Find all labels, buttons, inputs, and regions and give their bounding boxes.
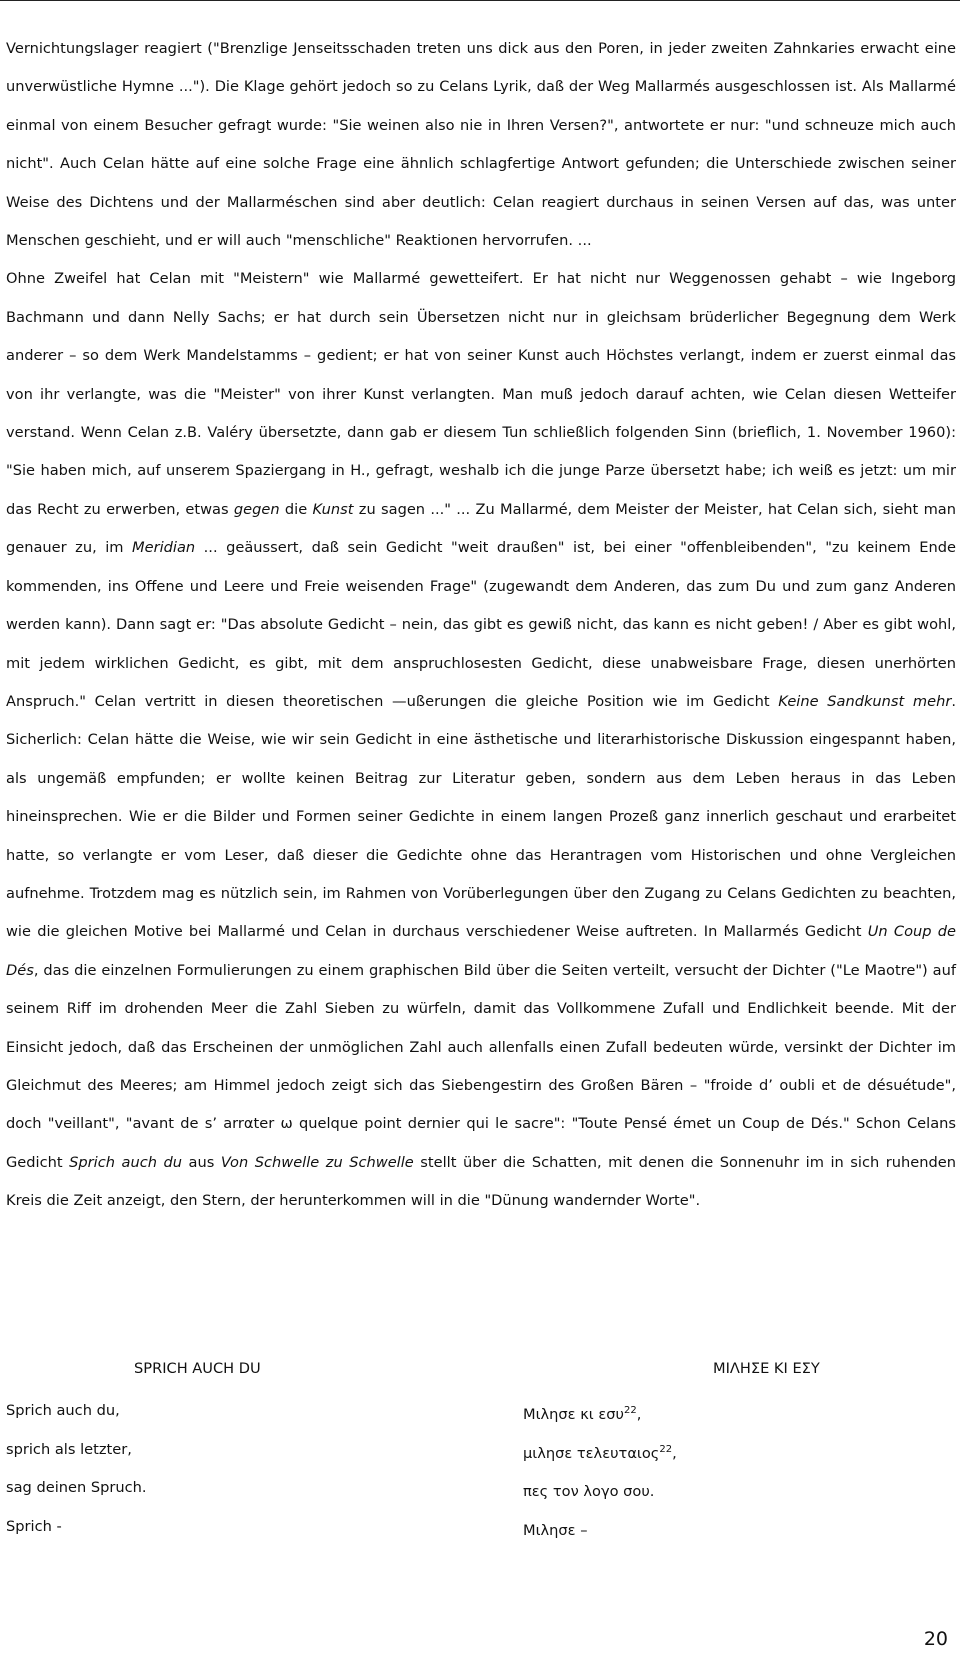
body-text-run: zu sagen ..." ... Zu Mallarmé, dem Meister der Meister, hat Celan sich, sieht man genauer zu, im bbox=[6, 500, 956, 557]
poem-line-greek bbox=[523, 1477, 677, 1516]
poem-line-greek-text: μιλησε τελευταιος bbox=[523, 1444, 660, 1462]
poem-line-greek bbox=[523, 1516, 677, 1555]
italic-text: Von Schwelle zu Schwelle bbox=[220, 1153, 414, 1171]
poem-line-greek-text: Μιλησε κι εσυ bbox=[523, 1406, 624, 1423]
italic-text: Keine Sandkunst mehr bbox=[778, 692, 952, 710]
poem-line-greek bbox=[523, 1400, 677, 1439]
body-text-run: aus bbox=[182, 1153, 221, 1171]
body-text bbox=[6, 30, 956, 1221]
body-text-run: . Sicherlich: Celan hätte die Weise, wie wir sein Gedicht in eine ästhetische und literarhistorische Diskussion eingespannt haben, als ungemäß empfunden; er wollte keinen Beitrag zur Literatur geben, sondern aus dem Leben heraus in das Leben hineinsprechen. Wie er die Bilder und Formen seiner Gedichte in einem langen Prozeß ganz innerlich geschaut und erarbeitet hatte, so verlangte er vom Leser, daß dieser die Gedichte ohne das Herantragen vom Historischen und ohne Vergleichen aufnehme. Trotzdem mag es nützlich sein, im Rahmen von Vorüberlegungen über den Zugang zu Celans Gedichten zu beachten, wie die gleichen Motive bei Mallarmé und Celan in durchaus verschiedener Weise auftreten. In Mallarmés Gedicht bbox=[6, 692, 956, 941]
italic-text: gegen bbox=[233, 500, 280, 518]
body-text-run: , das die einzelnen Formulierungen zu einem graphischen Bild über die Seiten verteilt, versucht der Dichter ("Le Maotre") auf seinem Riff im drohenden Meer die Zahl Sieben zu würfeln, damit das Vollkommene Zufall und Endlichkeit beende. Mit der Einsicht jedoch, daß das Erscheinen der unmöglichen Zahl auch allenfalls einen Zufall bedeuten würde, versinkt der Dichter im Gleichmut des Meeres; am Himmel jedoch zeigt sich das Siebengestirn des Großen Bären – "froide d’ oubli et de désuétude", doch "veillant", "avant de s’ arrαter ω quelque point dernier qui le sacre": "Toute Pensé émet un Coup de Dés." Schon Celans Gedicht bbox=[6, 961, 956, 1171]
poem-line-greek-text: πες τον λογο σου. bbox=[523, 1483, 655, 1500]
body-text-run: Ohne Zweifel hat Celan mit "Meistern" wie Mallarmé gewetteifert. Er hat nicht nur Weggenossen gehabt – wie Ingeborg Bachmann und dann Nelly Sachs; er hat durch sein Übersetzen nicht nur in gleichsam brüderlicher Begegnung dem Werk anderer – so dem Werk Mandelstamms – gedient; er hat von seiner Kunst auch Höchstes verlangt, indem er zuerst einmal das von ihr verlangte, was die "Meister" von ihrer Kunst verlangten. Man muß jedoch darauf achten, wie Celan diesen Wetteifer verstand. Wenn Celan z.B. Valéry übersetzte, dann gab er diesem Tun schließlich folgenden Sinn (brieflich, 1. November 1960): "Sie haben mich, auf unserem Spaziergang in H., gefragt, weshalb ich die junge Parze übersetzt habe; ich weiß es jetzt: um mir das Recht zu erwerben, etwas bbox=[6, 270, 956, 518]
footnote-ref: 22 bbox=[623, 1405, 637, 1416]
poem-line-german: Sprich auch du, bbox=[6, 1402, 120, 1419]
top-rule bbox=[0, 0, 960, 1]
body-text-run: stellt über die Schatten, mit denen die Sonnenuhr im in sich ruhenden Kreis die Zeit anzeigt, den Stern, der herunterkommen will in die "Dünung wandernder Worte". bbox=[6, 1153, 956, 1210]
poem-line-greek-punct: , bbox=[636, 1406, 642, 1423]
body-text-run: Vernichtungslager reagiert ("Brenzlige Jenseitsschaden treten uns dick aus den Poren, in jeder zweiten Zahnkaries erwacht eine unverwüstliche Hymne ..."). Die Klage gehört jedoch so zu Celans Lyrik, daß der Weg Mallarmés ausgeschlossen ist. Als Mallarmé einmal von einem Besucher gefragt wurde: "Sie weinen also nie in Ihren Versen?", antwortete er nur: "und schneuze mich auch nicht". Auch Celan hätte auf eine solche Frage eine ähnlich schlagfertige Antwort gefunden; die Unterschiede zwischen seiner Weise des Dichtens und der Mallarméschen sind aber deutlich: Celan reagiert durchaus in seinen Versen auf das, was unter Menschen geschieht, und er will auch "menschliche" Reaktionen hervorrufen. ... bbox=[6, 40, 956, 250]
paragraph-1 bbox=[6, 30, 956, 260]
page-number: 20 bbox=[923, 1628, 948, 1650]
poem-heading-german: SPRICH AUCH DU bbox=[134, 1360, 261, 1377]
body-text-run: ... geäussert, daß sein Gedicht "weit draußen" ist, bei einer "offenbleibenden", "zu keinem Ende kommenden, ins Offene und Leere und Freie weisenden Frage" (zugewandt dem Anderen, das zum Du und zum ganz Anderen werden kann). Dann sagt er: "Das absolute Gedicht – nein, das gibt es gewiß nicht, das kann es nicht geben! / Aber es gibt wohl, mit jedem wirklichen Gedicht, es gibt, mit dem anspruchlosesten Gedicht, diese unabweisbare Frage, diesen unerhörten Anspruch." Celan vertritt in diesen theoretischen —ußerungen die gleiche Position wie im Gedicht bbox=[6, 539, 956, 710]
poem-column-greek bbox=[523, 1400, 677, 1554]
poem-line-german: Sprich - bbox=[6, 1517, 62, 1535]
italic-text: Sprich auch du bbox=[69, 1153, 183, 1171]
poem-line-greek bbox=[523, 1439, 677, 1478]
poem-line-greek-punct: , bbox=[672, 1444, 677, 1462]
poem-line-greek-text: Μιλησε – bbox=[523, 1521, 588, 1539]
poem-line-german: sag deinen Spruch. bbox=[6, 1479, 147, 1496]
italic-text: Kunst bbox=[312, 500, 354, 518]
poem-line-german: sprich als letzter, bbox=[6, 1440, 132, 1458]
body-text-run: die bbox=[279, 500, 313, 518]
paragraph-2 bbox=[6, 260, 956, 1220]
footnote-ref: 22 bbox=[659, 1443, 673, 1455]
italic-text: Un Coup de Dés bbox=[6, 923, 956, 979]
poem-heading-greek: ΜΙΛΗΣΕ ΚΙ ΕΣΥ bbox=[713, 1360, 820, 1377]
italic-text: Meridian bbox=[132, 539, 196, 557]
poem-column-german bbox=[6, 1400, 147, 1554]
